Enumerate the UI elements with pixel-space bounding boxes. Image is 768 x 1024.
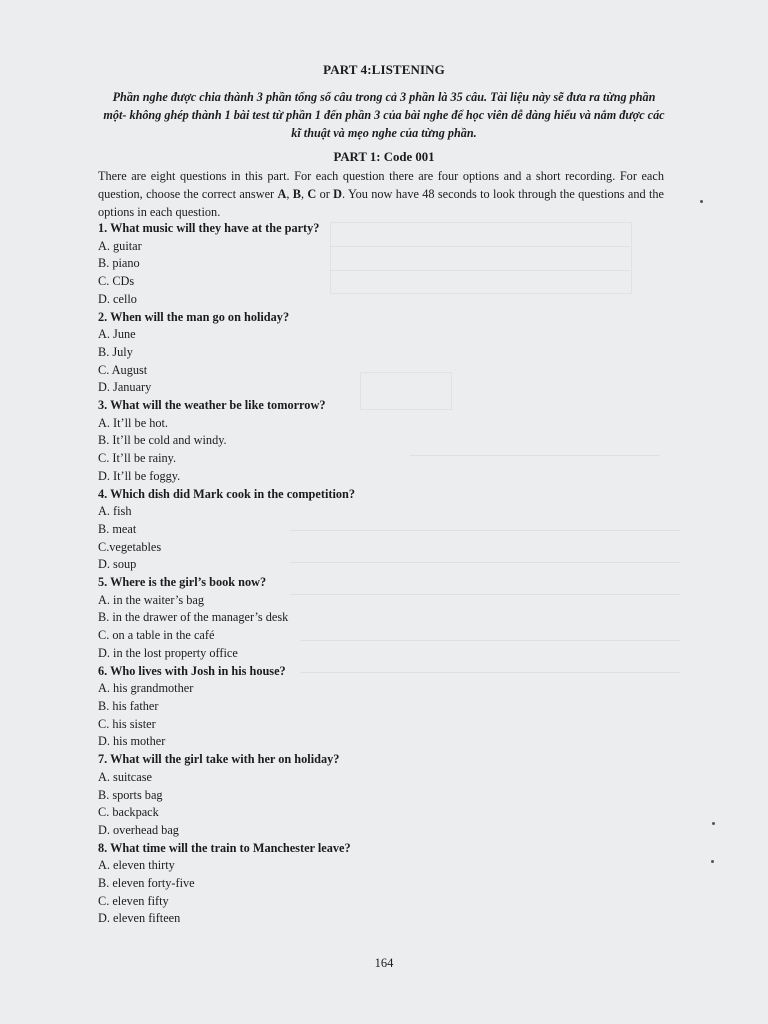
page-number: 164 <box>374 956 394 970</box>
answer-option: B. eleven forty-five <box>98 876 195 891</box>
answer-option: B. sports bag <box>98 787 163 802</box>
answer-option: D. his mother <box>98 734 166 749</box>
answer-option: A. fish <box>98 504 132 519</box>
answer-option: C. on a table in the café <box>98 628 215 643</box>
question-list <box>98 220 658 928</box>
answer-option: A. in the waiter’s bag <box>98 592 204 607</box>
answer-option: C. August <box>98 362 148 377</box>
option-letter-a: A <box>277 187 287 202</box>
question-text: 8. What time will the train to Manchester leave? <box>98 840 351 855</box>
question-text: 2. When will the man go on holiday? <box>98 309 290 324</box>
answer-option: A. guitar <box>98 238 142 253</box>
answer-option: D. overhead bag <box>98 822 179 837</box>
scan-speck <box>711 860 714 863</box>
instructions-separator: , <box>286 187 293 202</box>
answer-option: B. piano <box>98 256 140 271</box>
instructions-separator: or <box>316 187 334 202</box>
answer-option: B. meat <box>98 521 137 536</box>
answer-option: D. January <box>98 380 152 395</box>
question-block <box>98 663 658 752</box>
instructions-text: . You now have 48 seconds to look through the questions and the options in each question. <box>98 187 664 220</box>
answer-option: D. in the lost property office <box>98 645 238 660</box>
intro-paragraph: Phần nghe được chia thành 3 phần tổng số câu trong cả 3 phần là 35 câu. Tài liệu này sẽ đưa ra từng phần một- không ghép thành 1 bài test từ phần 1 đến phần 3 của bài nghe để học viên dễ dàng hiểu và nắm được các kĩ thuật và mẹo nghe của từng phần. <box>103 90 665 140</box>
question-block <box>98 574 658 663</box>
option-letter-d: D <box>333 187 343 202</box>
answer-option: D. It’ll be foggy. <box>98 468 181 483</box>
answer-option: B. his father <box>98 698 159 713</box>
answer-option: C.vegetables <box>98 539 162 554</box>
question-text: 1. What music will they have at the party? <box>98 221 320 235</box>
answer-option: D. eleven fifteen <box>98 911 181 926</box>
question-block <box>98 220 658 309</box>
question-block <box>98 486 658 575</box>
instructions-text: There are eight questions in this part. For each question there are four options and a short recording. For each question, choose the correct answer <box>98 169 664 202</box>
answer-option: C. eleven fifty <box>98 893 169 908</box>
code-heading: PART 1: Code 001 <box>333 150 435 164</box>
answer-option: A. June <box>98 327 136 342</box>
question-block <box>98 840 658 929</box>
question-text: 6. Who lives with Josh in his house? <box>98 663 286 678</box>
question-block <box>98 397 658 486</box>
answer-option: C. backpack <box>98 805 159 820</box>
answer-option: D. cello <box>98 291 137 306</box>
answer-option: C. It’ll be rainy. <box>98 451 177 466</box>
part-heading: PART 4:LISTENING <box>323 62 445 77</box>
option-letter-b: B <box>292 187 301 202</box>
answer-option: A. It’ll be hot. <box>98 415 169 430</box>
instructions-separator: , <box>300 187 308 202</box>
answer-option: A. his grandmother <box>98 681 194 696</box>
question-text: 4. Which dish did Mark cook in the competition? <box>98 486 356 501</box>
answer-option: B. It’ll be cold and windy. <box>98 433 227 448</box>
question-block <box>98 751 658 840</box>
option-letter-c: C <box>307 187 317 202</box>
answer-option: B. in the drawer of the manager’s desk <box>98 610 289 625</box>
answer-option: C. CDs <box>98 274 135 289</box>
answer-option: A. suitcase <box>98 769 152 784</box>
scan-speck <box>712 822 715 825</box>
answer-option: C. his sister <box>98 716 156 731</box>
question-text: 7. What will the girl take with her on holiday? <box>98 752 340 767</box>
instructions-paragraph <box>98 167 664 222</box>
question-text: 3. What will the weather be like tomorrow? <box>98 398 326 413</box>
question-block <box>98 309 658 398</box>
answer-option: A. eleven thirty <box>98 858 175 873</box>
scan-speck <box>700 200 703 203</box>
answer-option: D. soup <box>98 557 137 572</box>
question-text: 5. Where is the girl’s book now? <box>98 575 267 590</box>
answer-option: B. July <box>98 344 133 359</box>
